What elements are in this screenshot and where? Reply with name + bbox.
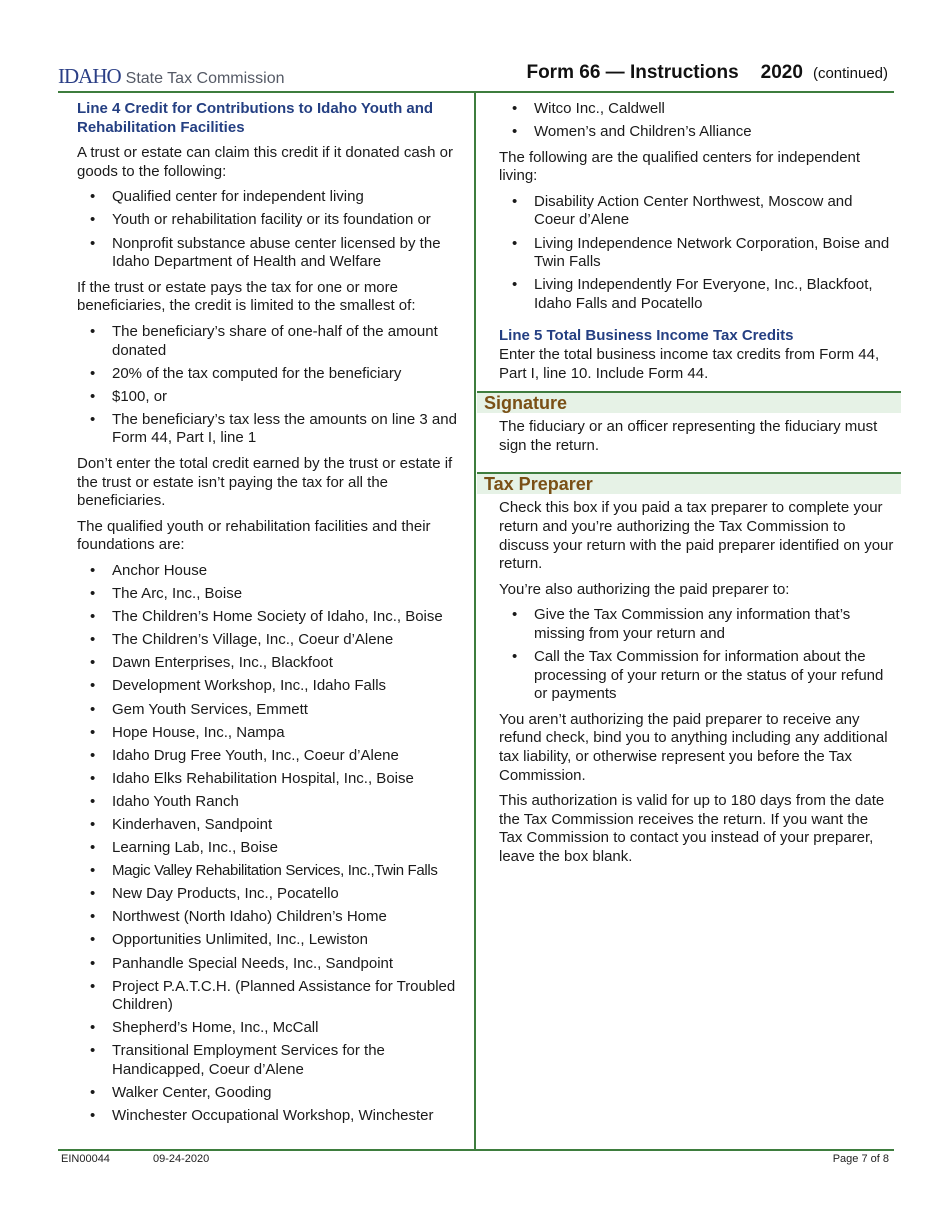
preparer-also-text: You’re also authorizing the paid preparer to: — [499, 580, 790, 598]
revision-date: 09-24-2020 — [153, 1153, 210, 1165]
form-year: 2020 — [760, 62, 803, 83]
footer-rule — [58, 1149, 894, 1151]
right-column — [484, 100, 894, 874]
list-item: • The beneficiary’s tax less the amounts on line 3 and Form 44, Part I, line 1 — [77, 411, 462, 448]
facilities-list-continued — [499, 100, 894, 142]
left-column — [77, 100, 462, 1133]
preparer-validity-text: This authorization is valid for up to 180 days from the date the Tax Commission receives the return. If you want the Tax Commission to contact you instead of your preparer, leave the box blank. — [499, 792, 885, 865]
continued-label: (continued) — [812, 65, 888, 82]
facility-item: • New Day Products, Inc., Pocatello — [77, 885, 462, 904]
facility-item: • Winchester Occupational Workshop, Winchester — [77, 1107, 462, 1126]
facility-item: • Women’s and Children’s Alliance — [499, 123, 894, 142]
facility-item: • Shepherd’s Home, Inc., McCall — [77, 1019, 462, 1038]
signature-text: The fiduciary or an officer representing the fiduciary must sign the return. — [499, 418, 878, 454]
facility-item: • Panhandle Special Needs, Inc., Sandpoint — [77, 955, 462, 974]
facility-item: • Transitional Employment Services for the Handicapped, Coeur d’Alene — [77, 1042, 462, 1079]
facility-item: • Witco Inc., Caldwell — [499, 100, 894, 119]
line4-heading: Line 4 Credit for Contributions to Idaho Youth and Rehabilitation Facilities — [77, 100, 434, 136]
facility-item: • Hope House, Inc., Nampa — [77, 724, 462, 743]
line5-text: Enter the total business income tax credits from Form 44, Part I, line 10. Include Form 44. — [499, 346, 880, 382]
center-item: • Living Independence Network Corporation, Boise and Twin Falls — [499, 235, 894, 272]
facility-item: • Gem Youth Services, Emmett — [77, 701, 462, 720]
credit-limit-list — [77, 323, 462, 448]
facility-item: • Northwest (North Idaho) Children’s Home — [77, 908, 462, 927]
list-item: • $100, or — [77, 388, 462, 407]
centers-list — [499, 193, 894, 314]
facility-item: • Dawn Enterprises, Inc., Blackfoot — [77, 654, 462, 673]
list-item: • Nonprofit substance abuse center licensed by the Idaho Department of Health and Welfare — [77, 235, 462, 272]
center-item: • Disability Action Center Northwest, Moscow and Coeur d’Alene — [499, 193, 894, 230]
centers-intro: The following are the qualified centers for independent living: — [499, 148, 861, 185]
page-number: Page 7 of 8 — [832, 1153, 889, 1165]
preparer-limits-text: You aren’t authorizing the paid preparer to receive any refund check, bind you to anything including any additional tax liability, or otherwise represent you before the Tax Commission. — [499, 710, 888, 784]
logo-text: State Tax Commission — [125, 70, 285, 87]
list-item: • Youth or rehabilitation facility or its foundation or — [77, 211, 462, 230]
facilities-list — [77, 562, 462, 1126]
form-code: EIN00044 — [61, 1153, 110, 1165]
facility-item: • Walker Center, Gooding — [77, 1084, 462, 1103]
form-title-block — [526, 62, 888, 84]
total-credit-note: Don’t enter the total credit earned by the trust or estate if the trust or estate isn’t paying the tax for all the beneficiaries. — [77, 455, 453, 510]
facility-item: • The Children’s Village, Inc., Coeur d’Alene — [77, 631, 462, 650]
column-divider — [474, 93, 476, 1149]
facility-item: • Kinderhaven, Sandpoint — [77, 816, 462, 835]
facility-item: • Development Workshop, Inc., Idaho Falls — [77, 677, 462, 696]
facility-item: • Learning Lab, Inc., Boise — [77, 839, 462, 858]
header-rule — [58, 91, 894, 93]
preparer-authorization-text: Check this box if you paid a tax preparer to complete your return and you’re authorizing the Tax Commission to discuss your return with the paid preparer identified on your return. — [499, 499, 894, 573]
facility-item: • Idaho Elks Rehabilitation Hospital, Inc., Boise — [77, 770, 462, 789]
list-item: • The beneficiary’s share of one-half of the amount donated — [77, 323, 462, 360]
facility-item: • The Children’s Home Society of Idaho, Inc., Boise — [77, 608, 462, 627]
line5-heading: Line 5 Total Business Income Tax Credits — [499, 327, 794, 345]
beneficiary-limit-text: If the trust or estate pays the tax for one or more beneficiaries, the credit is limited to the smallest of: — [77, 278, 416, 315]
list-item: • Qualified center for independent living — [77, 188, 462, 207]
line4-intro: A trust or estate can claim this credit if it donated cash or goods to the following: — [77, 144, 454, 180]
facility-item: • Idaho Drug Free Youth, Inc., Coeur d’Alene — [77, 747, 462, 766]
form-title: Form 66 — Instructions — [526, 62, 739, 83]
list-item: • 20% of the tax computed for the beneficiary — [77, 365, 462, 384]
center-item: • Living Independently For Everyone, Inc., Blackfoot, Idaho Falls and Pocatello — [499, 276, 894, 313]
idaho-logo — [58, 64, 285, 89]
facility-item: • Idaho Youth Ranch — [77, 793, 462, 812]
facility-item: • The Arc, Inc., Boise — [77, 585, 462, 604]
donation-recipients-list — [77, 188, 462, 271]
facility-item: • Opportunities Unlimited, Inc., Lewiston — [77, 931, 462, 950]
facility-item: • Magic Valley Rehabilitation Services, Inc.,Twin Falls — [77, 862, 462, 881]
facilities-intro: The qualified youth or rehabilitation facilities and their foundations are: — [77, 517, 431, 554]
preparer-permissions-list — [499, 606, 894, 703]
facility-item: • Project P.A.T.C.H. (Planned Assistance for Troubled Children) — [77, 978, 462, 1015]
list-item: • Give the Tax Commission any information that’s missing from your return and — [499, 606, 894, 643]
page-header — [58, 58, 894, 92]
logo-mark: IDAHO — [58, 64, 121, 88]
signature-section-heading: Signature — [477, 391, 901, 413]
tax-preparer-section-heading: Tax Preparer — [477, 472, 901, 494]
list-item: • Call the Tax Commission for information about the processing of your return or the status of your refund or payments — [499, 648, 894, 704]
facility-item: • Anchor House — [77, 562, 462, 581]
